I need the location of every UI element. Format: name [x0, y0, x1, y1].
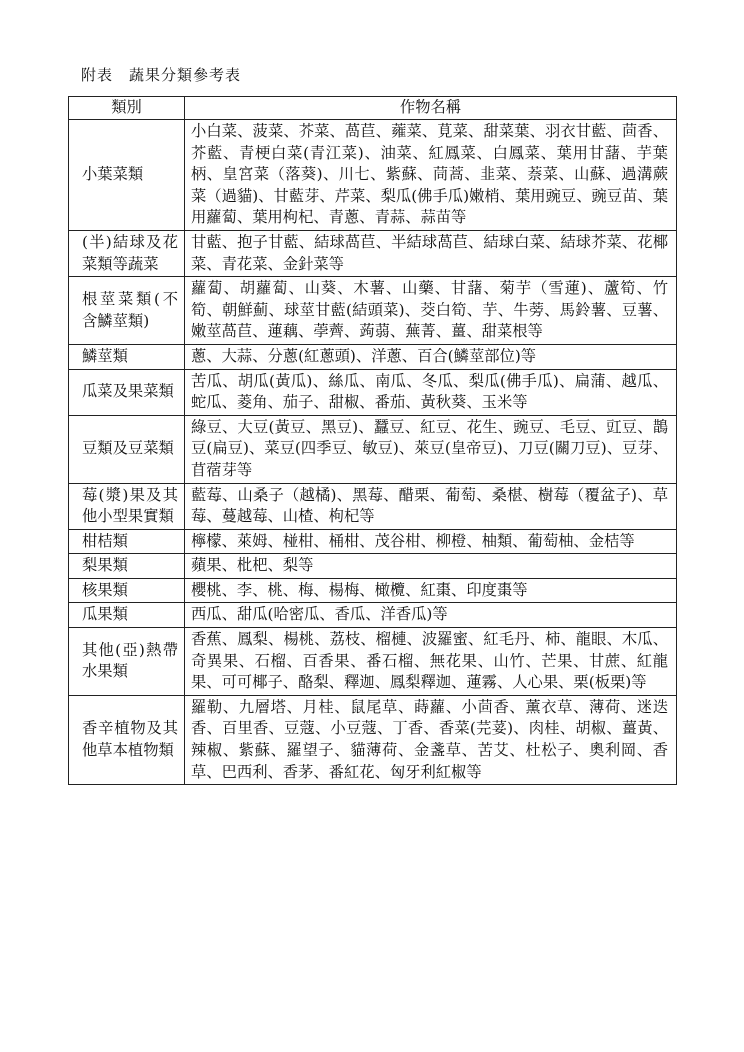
- crops-cell: 檸檬、萊姆、椪柑、桶柑、茂谷柑、柳橙、柚類、葡萄柚、金桔等: [185, 529, 677, 554]
- table-row: [69, 695, 677, 784]
- header-crop-names: 作物名稱: [185, 97, 677, 120]
- crops-cell: 藍莓、山桑子（越橘)、黑莓、醋栗、葡萄、桑椹、樹莓（覆盆子)、草莓、蔓越莓、山楂、枸杞等: [185, 483, 677, 529]
- crops-cell: 甘藍、抱子甘藍、結球萵苣、半結球萵苣、結球白菜、結球芥菜、花椰菜、青花菜、金針菜等: [185, 230, 677, 276]
- header-row: [69, 97, 677, 120]
- category-cell: 根莖菜類(不含鱗莖類): [69, 277, 185, 345]
- produce-classification-table: [68, 96, 677, 785]
- crops-cell: 苦瓜、胡瓜(黃瓜)、絲瓜、南瓜、冬瓜、梨瓜(佛手瓜)、扁蒲、越瓜、蛇瓜、菱角、茄子、甜椒、番茄、黃秋葵、玉米等: [185, 369, 677, 415]
- category-cell: (半)結球及花菜類等蔬菜: [69, 230, 185, 276]
- crops-cell: 香蕉、鳳梨、楊桃、荔枝、榴槤、波羅蜜、紅毛丹、柿、龍眼、木瓜、奇異果、石榴、百香果、番石榴、無花果、山竹、芒果、甘蔗、紅龍果、可可椰子、酪梨、釋迦、鳳梨釋迦、蓮霧、人心果、栗(板栗)等: [185, 628, 677, 696]
- crops-cell: 櫻桃、李、桃、梅、楊梅、橄欖、紅棗、印度棗等: [185, 578, 677, 603]
- crops-cell: 蔥、大蒜、分蔥(紅蔥頭)、洋蔥、百合(鱗莖部位)等: [185, 344, 677, 369]
- crops-cell: 小白菜、菠菜、芥菜、萵苣、蕹菜、莧菜、甜菜葉、羽衣甘藍、茴香、芥藍、青梗白菜(青江菜)、油菜、紅鳳菜、白鳳菜、葉用甘藷、芋葉柄、皇宮菜（落葵)、川七、紫蘇、茼蒿、韭菜、萘菜、山蘇、過溝蕨菜（過貓)、甘藍芽、芹菜、梨瓜(佛手瓜)嫩梢、葉用豌豆、豌豆苗、葉用蘿蔔、葉用枸杞、青蔥、青蒜、蒜苗等: [185, 120, 677, 231]
- crops-cell: 綠豆、大豆(黃豆、黑豆)、蠶豆、紅豆、花生、豌豆、毛豆、豇豆、鵲豆(扁豆)、菜豆(四季豆、敏豆)、萊豆(皇帝豆)、刀豆(關刀豆)、豆芽、苜蓿芽等: [185, 415, 677, 483]
- category-cell: 香辛植物及其他草本植物類: [69, 695, 185, 784]
- table-row: [69, 603, 677, 628]
- table-row: [69, 554, 677, 579]
- category-cell: 鱗莖類: [69, 344, 185, 369]
- category-cell: 瓜果類: [69, 603, 185, 628]
- table-row: [69, 529, 677, 554]
- crops-cell: 羅勒、九層塔、月桂、鼠尾草、蒔蘿、小茴香、薰衣草、薄荷、迷迭香、百里香、豆蔻、小豆蔻、丁香、香菜(芫荽)、肉桂、胡椒、薑黃、辣椒、紫蘇、羅望子、貓薄荷、金盞草、苦艾、杜松子、奧利岡、香草、巴西利、香茅、番紅花、匈牙利紅椒等: [185, 695, 677, 784]
- category-cell: 核果類: [69, 578, 185, 603]
- table-row: [69, 344, 677, 369]
- table-row: [69, 369, 677, 415]
- category-cell: 小葉菜類: [69, 120, 185, 231]
- table-row: [69, 120, 677, 231]
- table-row: [69, 277, 677, 345]
- crops-cell: 蘋果、枇杷、梨等: [185, 554, 677, 579]
- table-row: [69, 483, 677, 529]
- category-cell: 柑桔類: [69, 529, 185, 554]
- table-row: [69, 628, 677, 696]
- category-cell: 瓜菜及果菜類: [69, 369, 185, 415]
- table-caption: 附表 蔬果分類參考表: [81, 66, 242, 84]
- category-cell: 其他(亞)熱帶水果類: [69, 628, 185, 696]
- header-category: 類別: [69, 97, 185, 120]
- crops-cell: 蘿蔔、胡蘿蔔、山葵、木薯、山藥、甘藷、菊芋（雪蓮)、蘆筍、竹筍、朝鮮薊、球莖甘藍(結頭菜)、茭白筍、芋、牛蒡、馬鈴薯、豆薯、嫩莖萵苣、蓮藕、荸薺、蒟蒻、蕪菁、薑、甜菜根等: [185, 277, 677, 345]
- category-cell: 莓(漿)果及其他小型果實類: [69, 483, 185, 529]
- table-row: [69, 415, 677, 483]
- category-cell: 豆類及豆菜類: [69, 415, 185, 483]
- crops-cell: 西瓜、甜瓜(哈密瓜、香瓜、洋香瓜)等: [185, 603, 677, 628]
- table-row: [69, 230, 677, 276]
- table-row: [69, 578, 677, 603]
- category-cell: 梨果類: [69, 554, 185, 579]
